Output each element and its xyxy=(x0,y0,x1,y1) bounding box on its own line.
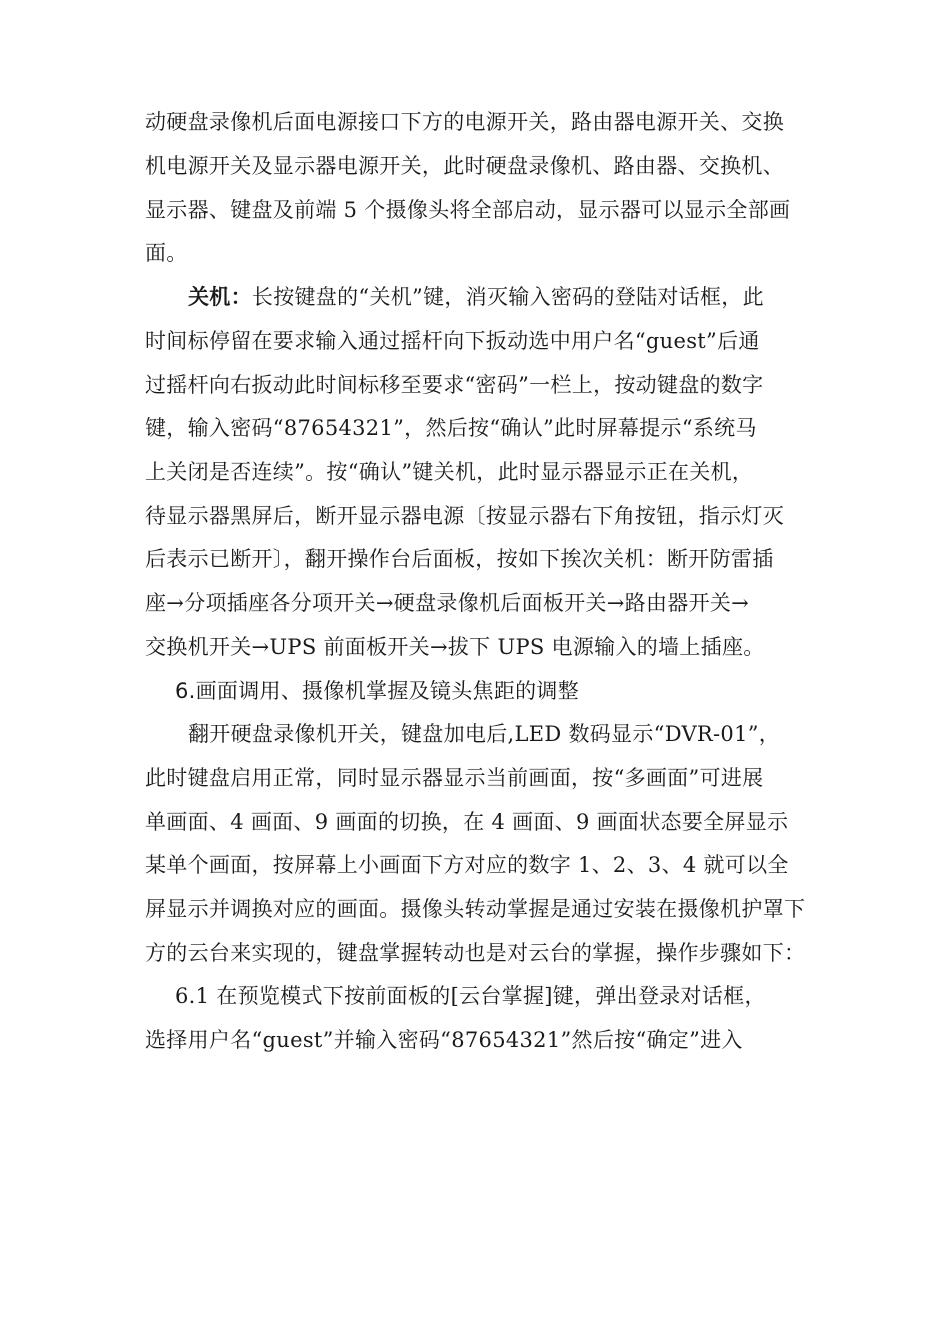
paragraph-line: 屏显示并调换对应的画面。摄像头转动掌握是通过安装在摄像机护罩下 xyxy=(145,897,806,921)
paragraph-line: 待显示器黑屏后，断开显示器电源〔按显示器右下角按钮，指示灯灭 xyxy=(145,504,784,528)
paragraph-line: 6.1 在预览模式下按前面板的[云台掌握]键，弹出登录对话框， xyxy=(175,984,766,1008)
paragraph-line: 某单个画面，按屏幕上小画面下方对应的数字 1、2、3、4 就可以全 xyxy=(145,853,789,877)
paragraph-line: 翻开硬盘录像机开关，键盘加电后,LED 数码显示“DVR-01”， xyxy=(188,722,781,746)
paragraph-line: 交换机开关→UPS 前面板开关→拔下 UPS 电源输入的墙上插座。 xyxy=(145,635,765,659)
paragraph-line: 键，输入密码“87654321”，然后按“确认”此时屏幕提示“系统马 xyxy=(145,416,757,440)
paragraph-line: 显示器、键盘及前端 5 个摄像头将全部启动，显示器可以显示全部画 xyxy=(145,198,791,222)
section-heading: 6.画面调用、摄像机掌握及镜头焦距的调整 xyxy=(175,679,580,703)
paragraph-line: 方的云台来实现的，键盘掌握转动也是对云台的掌握，操作步骤如下： xyxy=(145,941,806,965)
paragraph-line: 上关闭是否连续”。按“确认”键关机，此时显示器显示正在关机， xyxy=(145,460,754,484)
paragraph-line: 单画面、4 画面、9 画面的切换，在 4 画面、9 画面状态要全屏显示 xyxy=(145,810,789,834)
paragraph-line: 选择用户名“guest”并输入密码“87654321”然后按“确定”进入 xyxy=(145,1028,743,1052)
paragraph-line: 时间标停留在要求输入通过摇杆向下扳动选中用户名“guest”后通 xyxy=(145,329,760,353)
paragraph-line: 后表示已断开〕，翻开操作台后面板，按如下挨次关机：断开防雷插 xyxy=(145,547,774,571)
paragraph-line: 面。 xyxy=(145,241,188,265)
paragraph-line: 机电源开关及显示器电源开关，此时硬盘录像机、路由器、交换机、 xyxy=(145,154,784,178)
shutdown-text: 长按键盘的“关机”键，消灭输入密码的登陆对话框，此 xyxy=(251,285,764,309)
paragraph-line: 过摇杆向右扳动此时间标移至要求“密码”一栏上，按动键盘的数字 xyxy=(145,373,764,397)
shutdown-first-line xyxy=(188,282,764,312)
paragraph-line: 此时键盘启用正常，同时显示器显示当前画面，按“多画面”可进展 xyxy=(145,766,764,790)
paragraph-line: 座→分项插座各分项开关→硬盘录像机后面板开关→路由器开关→ xyxy=(145,591,750,615)
shutdown-label: 关机： xyxy=(188,285,252,309)
paragraph-line: 动硬盘录像机后面电源接口下方的电源开关，路由器电源开关、交换 xyxy=(145,110,784,134)
